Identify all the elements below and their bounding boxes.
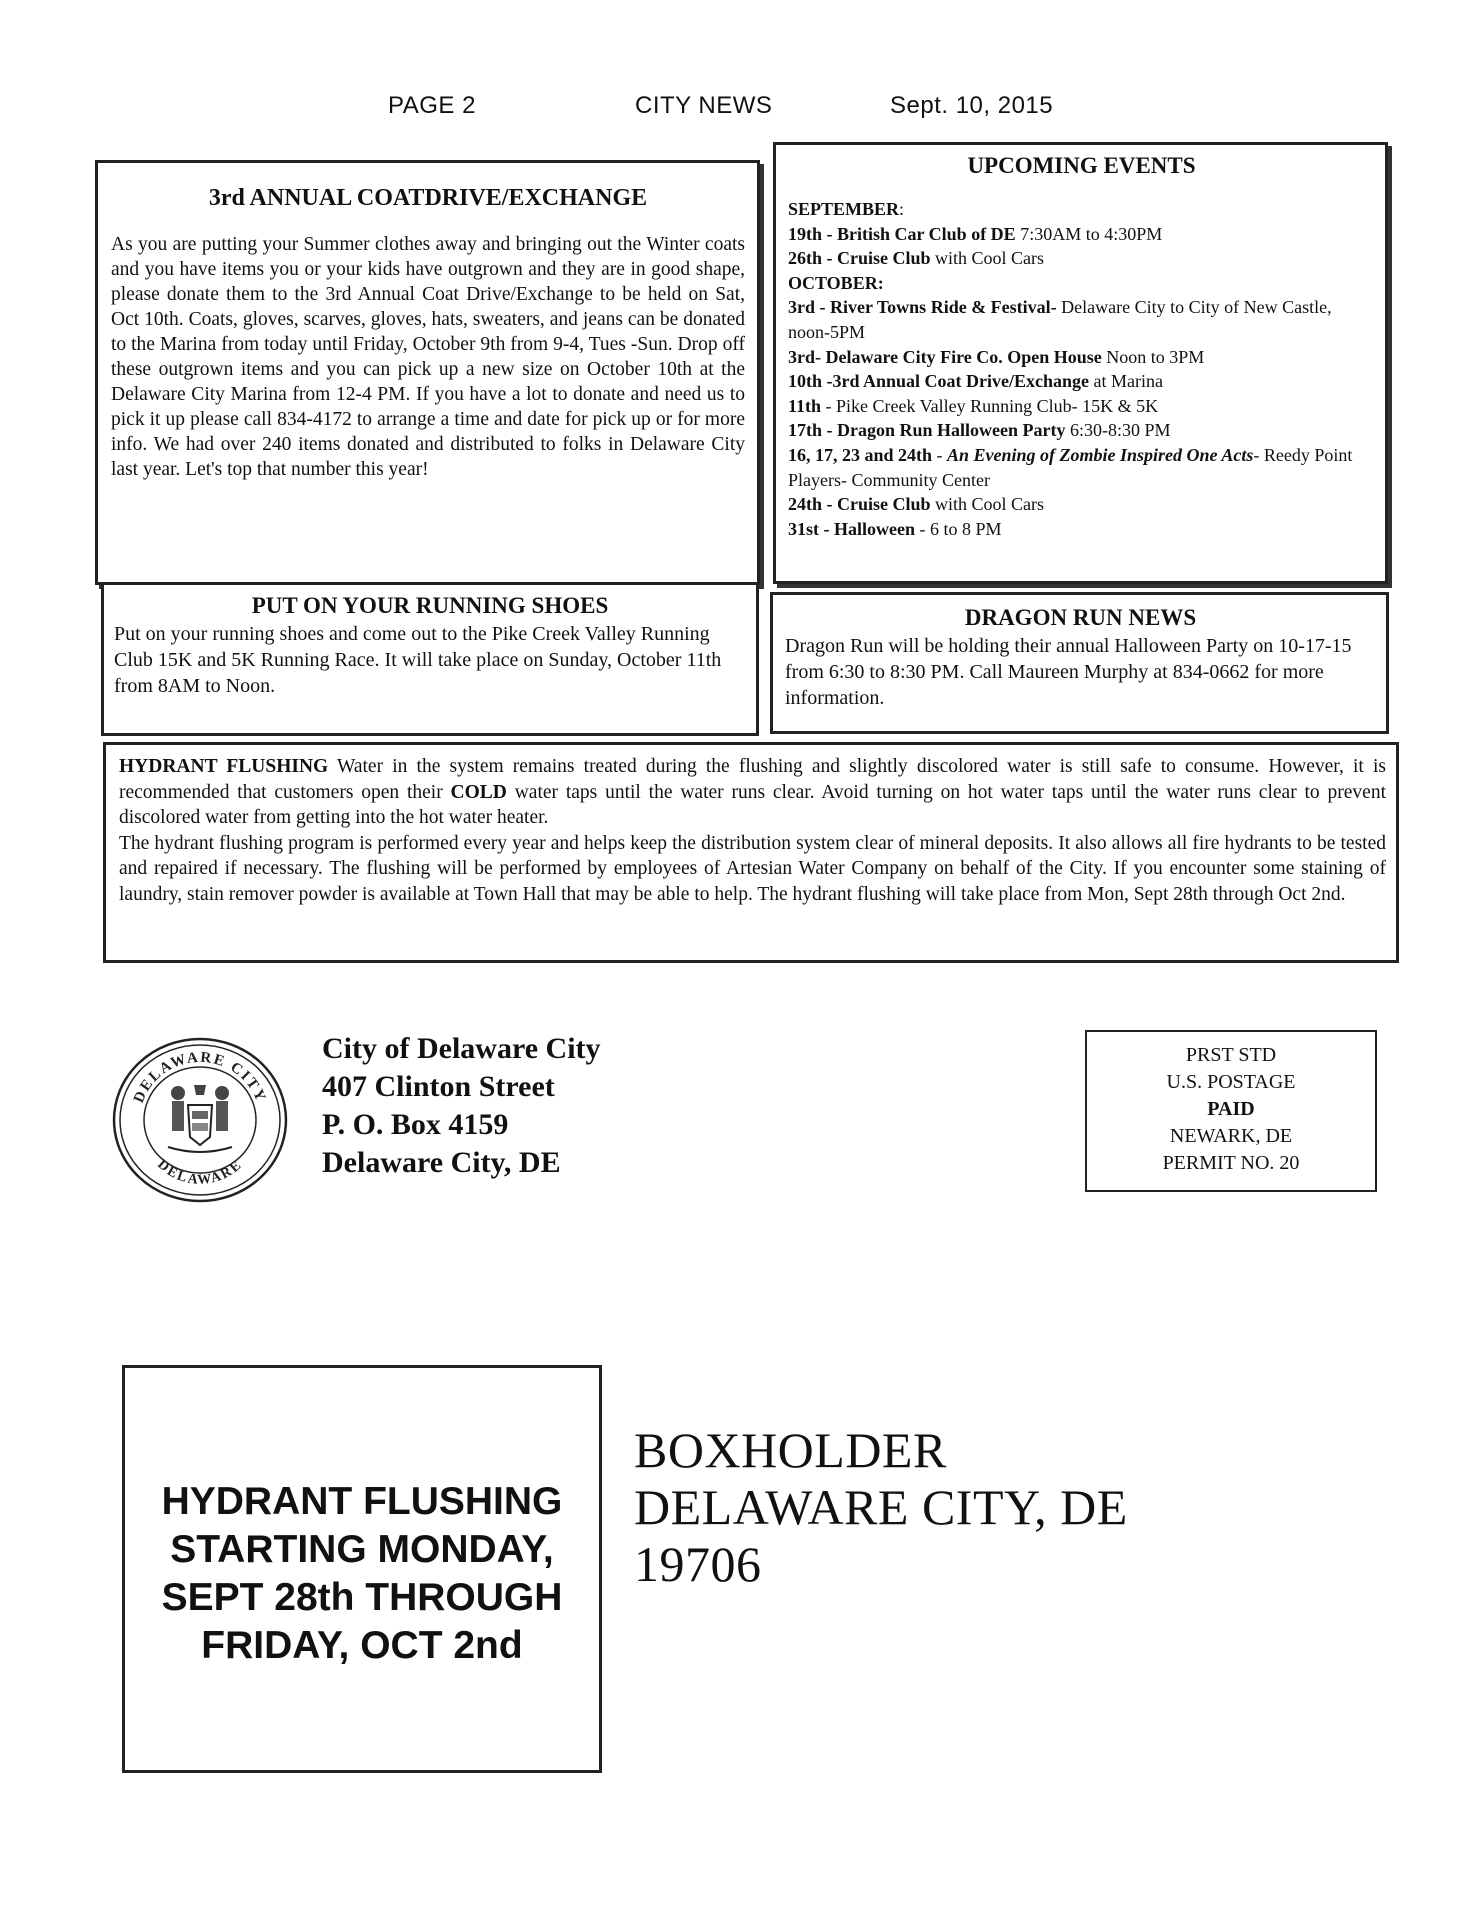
hydrant-notice-box <box>122 1365 602 1773</box>
city-seal-logo <box>110 1035 290 1205</box>
event-item: 10th -3rd Annual Coat Drive/Exchange at Marina <box>788 371 1163 392</box>
event-item: 11th - Pike Creek Valley Running Club- 15K & 5K <box>788 395 1159 416</box>
postage-permit-box <box>1085 1030 1377 1192</box>
notice-line: SEPT 28th THROUGH <box>161 1576 563 1619</box>
recipient-line: DELAWARE CITY, DE <box>634 1479 1128 1535</box>
permit-line: PRST STD <box>1185 1044 1277 1066</box>
event-item: 31st - Halloween - 6 to 8 PM <box>788 518 1002 539</box>
recipient-line: BOXHOLDER <box>634 1422 947 1478</box>
event-item: 24th - Cruise Club with Cool Cars <box>788 494 1045 515</box>
event-item: 19th - British Car Club of DE 7:30AM to 4:30PM <box>788 223 1163 244</box>
coat-drive-article <box>95 160 760 585</box>
coat-drive-body: As you are putting your Summer clothes away and bringing out the Winter coats and you have items you or your kids have outgrown and they are in good shape, please donate them to the 3rd Annual Coat Drive/Exchange to be held on Sat, Oct 10th. Coats, gloves, scarves, gloves, hats, sweaters, and jeans can be donated to the Marina from today until Friday, October 9th from 9-4, Tues -Sun. Drop off these outgrown items and you can pick up a new size on October 10th at the Delaware City Marina from 12-4 PM. If you have a lot to donate and need us to pick it up please call 834-4172 to arrange a time and date for pick up or for more info. We had over 240 items donated and distributed to folks in Delaware City last year. Let's top that number this year! <box>111 234 745 480</box>
svg-text:DELAWARE CITY <box>131 1050 269 1106</box>
dragon-run-body: Dragon Run will be holding their annual Halloween Party on 10-17-15 from 6:30 to 8:30 PM. Call Maureen Murphy at 834-0662 for more information. <box>785 635 1352 709</box>
running-shoes-article <box>101 582 759 736</box>
notice-line: FRIDAY, OCT 2nd <box>201 1624 523 1667</box>
recipient-address <box>634 1422 1128 1593</box>
upcoming-events-list <box>788 197 1375 541</box>
event-item: 26th - Cruise Club with Cool Cars <box>788 248 1045 269</box>
seal-top-text: DELAWARE CITY <box>130 1049 270 1106</box>
running-shoes-title: PUT ON YOUR RUNNING SHOES <box>251 593 609 618</box>
running-shoes-body: Put on your running shoes and come out to the Pike Creek Valley Running Club 15K and 5K Running Race. It will take place on Sunday, October 11th from 8AM to Noon. <box>114 623 722 697</box>
page-number: PAGE 2 <box>388 92 476 119</box>
hydrant-flushing-para2: The hydrant flushing program is performed every year and helps keep the distribution system clear of mineral deposits. It also allows all fire hydrants to be tested and repaired if necessary. The flushing will be performed by employees of Artesian Water Company on behalf of the City. If you encounter some staining of laundry, stain remover powder is available at Town Hall that may be able to help. The hydrant flushing will take place from Mon, Sept 28th through Oct 2nd. <box>119 832 1386 905</box>
event-item: OCTOBER: <box>788 272 884 293</box>
return-address-line: Delaware City, DE <box>322 1146 561 1179</box>
event-item: 16, 17, 23 and 24th - An Evening of Zombie Inspired One Acts- Reedy Point Players- Community Center <box>788 444 1353 490</box>
return-address-line: 407 Clinton Street <box>322 1070 555 1103</box>
upcoming-events-title: UPCOMING EVENTS <box>967 153 1196 178</box>
coat-drive-title: 3rd ANNUAL COATDRIVE/EXCHANGE <box>208 185 648 211</box>
return-address-line: P. O. Box 4159 <box>322 1108 509 1141</box>
upcoming-events-box <box>773 142 1388 584</box>
permit-line: U.S. POSTAGE <box>1166 1071 1296 1093</box>
return-address-line: City of Delaware City <box>322 1032 601 1065</box>
event-item: 17th - Dragon Run Halloween Party 6:30-8:30 PM <box>788 420 1171 441</box>
dragon-run-article <box>770 592 1389 734</box>
issue-date: Sept. 10, 2015 <box>890 92 1054 119</box>
permit-paid: PAID <box>1207 1098 1255 1120</box>
event-item: 3rd- Delaware City Fire Co. Open House Noon to 3PM <box>788 346 1205 367</box>
permit-line: PERMIT NO. 20 <box>1162 1152 1300 1174</box>
hydrant-flushing-para1: HYDRANT FLUSHING Water in the system remains treated during the flushing and slightly discolored water is still safe to consume. However, it is recommended that customers open their COLD water taps until the water runs clear. Avoid turning on hot water taps until the water runs clear to prevent discolored water from getting into the hot water heater. <box>119 756 1386 828</box>
notice-line: STARTING MONDAY, <box>170 1528 554 1571</box>
event-item: SEPTEMBER: <box>788 199 905 219</box>
return-address <box>322 1030 601 1182</box>
notice-line: HYDRANT FLUSHING <box>161 1480 563 1523</box>
dragon-run-title: DRAGON RUN NEWS <box>964 605 1197 630</box>
hydrant-flushing-article <box>103 742 1399 963</box>
permit-line: NEWARK, DE <box>1169 1125 1293 1147</box>
event-item: 3rd - River Towns Ride & Festival- Delaware City to City of New Castle, noon-5PM <box>788 297 1332 342</box>
seal-bottom-text: DELAWARE <box>154 1157 246 1188</box>
recipient-line: 19706 <box>634 1536 762 1592</box>
newsletter-name: CITY NEWS <box>635 92 773 119</box>
